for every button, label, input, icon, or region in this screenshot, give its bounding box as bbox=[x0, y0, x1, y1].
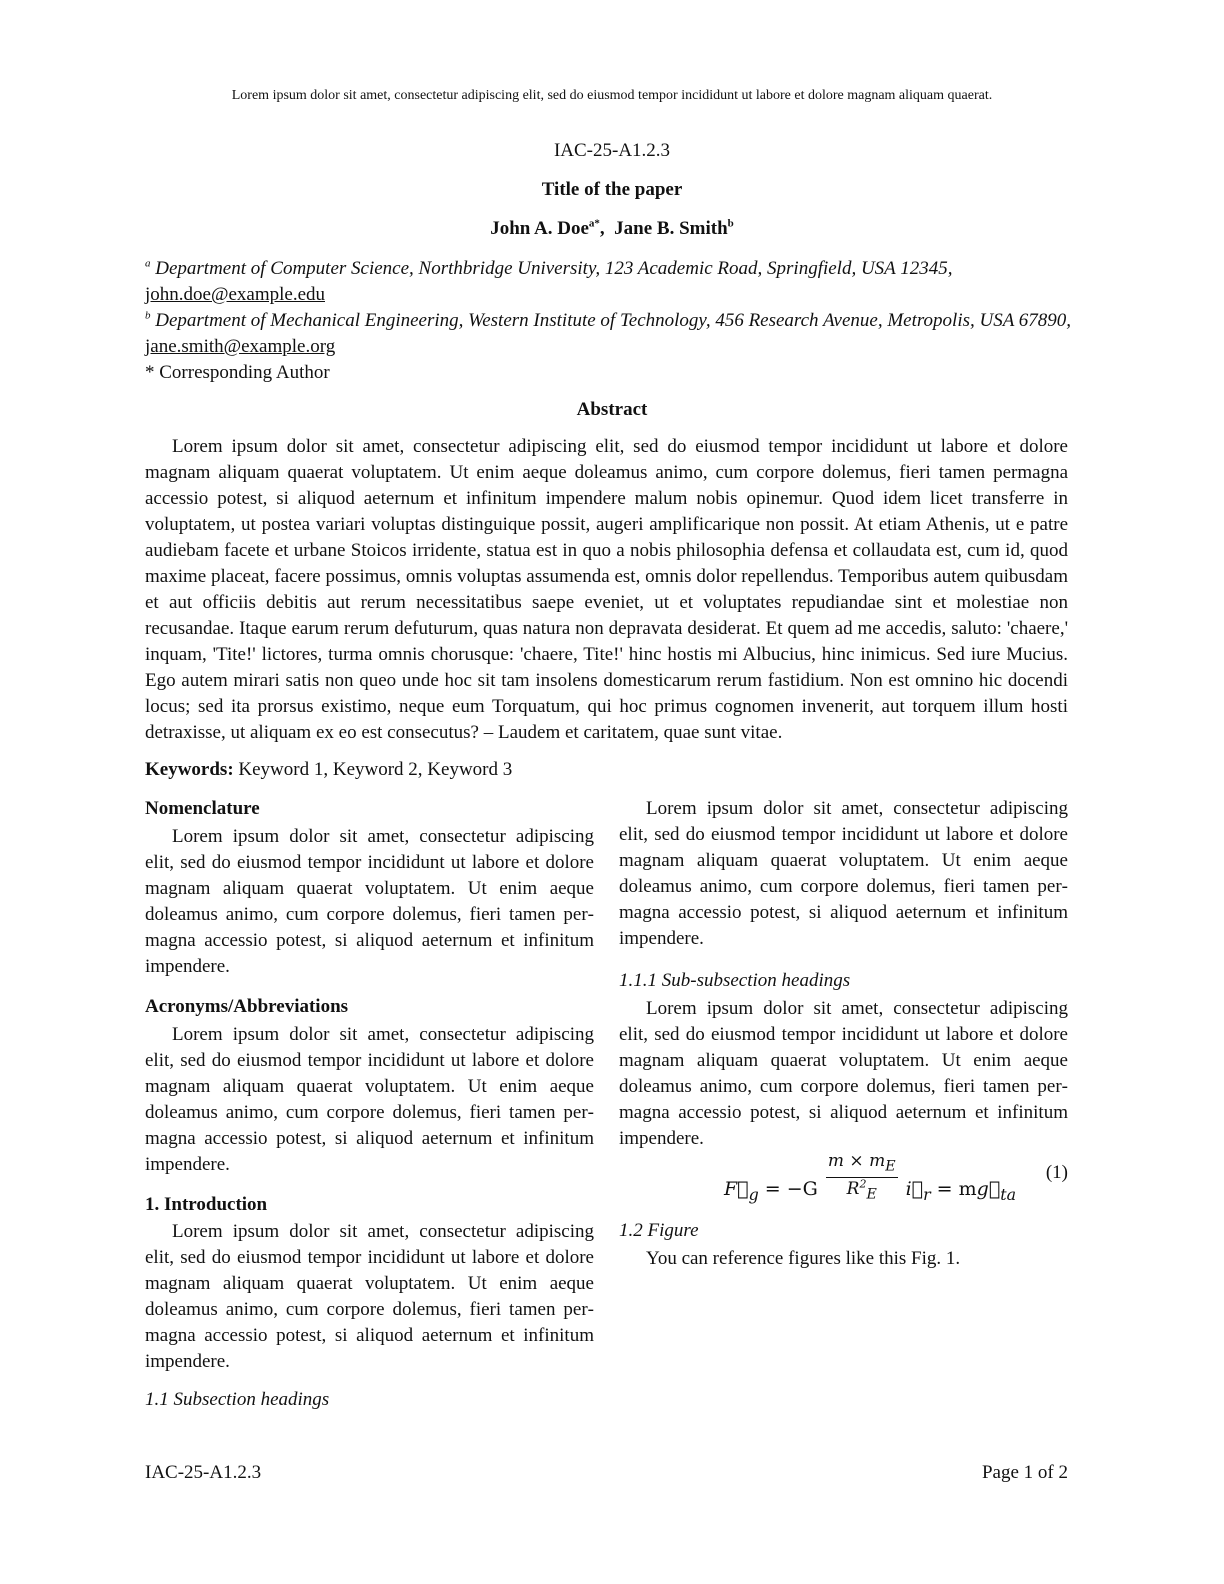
subsubsection-heading: 1.1.1 Sub-subsection headings bbox=[619, 970, 851, 991]
subsection-text: Lorem ipsum dolor sit amet, consectetur adipiscing elit, sed do eiusmod tempor incididunt ut labore et dolore magnam aliquam quaerat voluptatem. Ut enim aeque doleamus animo, cum corpore dolemus, fieri tamen permagna accessio potest, si aliquod aeternum et infinitum impendere. bbox=[619, 798, 1068, 949]
section-heading-nomenclature: Nomenclature bbox=[145, 798, 260, 819]
affiliation-text: Department of Computer Science, Northbridge University, 123 Academic Road, Springfield, USA 12345, bbox=[155, 258, 953, 279]
author-name: John A. Doe bbox=[490, 218, 589, 239]
author-affiliation-mark: a* bbox=[588, 217, 600, 230]
abstract-heading: Abstract bbox=[576, 399, 648, 420]
email-link[interactable]: jane.smith@example.org bbox=[145, 336, 336, 357]
affiliation-mark: b bbox=[145, 309, 151, 322]
section-heading-acronyms: Acronyms/Abbreviations bbox=[145, 996, 349, 1017]
affiliation-text: Department of Mechanical Engineering, Western Institute of Technology, 456 Research Avenue, Metropolis, USA 67890, bbox=[155, 310, 1071, 331]
keywords-label: Keywords: bbox=[145, 759, 234, 780]
footer-paper-id: IAC-25-A1.2.3 bbox=[145, 1462, 262, 1483]
figure-section-heading: 1.2 Figure bbox=[619, 1220, 699, 1241]
equation-expression: $F⃗_g = -G$ $\frac{m \times m_E}{R^2_E}$ $i⃗_r$ = $mg⃗_{ta}$ bbox=[724, 1150, 1016, 1206]
paper-id: IAC-25-A1.2.3 bbox=[553, 140, 671, 161]
author-list: John A. Doe$^{a*}$, Jane B. Smith$^b$ bbox=[490, 217, 734, 239]
paper-title: Title of the paper bbox=[541, 179, 683, 200]
affiliation-a bbox=[145, 256, 1080, 308]
subsubsection-text: Lorem ipsum dolor sit amet, consectetur adipiscing elit, sed do eiusmod tempor incididunt ut labore et dolore magnam aliquam quaerat voluptatem. Ut enim aeque doleamus animo, cum corpore dolemus, fieri tamen permagna accessio potest, si aliquod aeternum et infinitum impendere. bbox=[619, 998, 1068, 1149]
abstract-text: Lorem ipsum dolor sit amet, consectetur adipiscing elit, sed do eiusmod tempor incididunt ut labore et dolore magnam aliquam quaerat voluptatem. Ut enim aeque doleamus animo, cum corpore dolemus, fieri tamen permagna accessio potest, si aliquod aeternum et infinitum impendere malum nobis opinemur. Quod idem licet transferre in voluptatem, ut postea variari voluptas distinguique possit, augeri amplificarique non possit. At etiam Athenis, ut e patre audiebam facete et urbane Stoicos irridente, statua est in quo a nobis philosophia defensa et collaudata est, cum id, quod maxime placeat, facere possimus, omnis voluptas assumenda est, omnis dolor repellendus. Temporibus autem quibusdam et aut officiis debitis aut rerum necessitatibus saepe eveniet, ut et voluptates repudiandae sint et molestiae non recusandae. Itaque earum rerum defuturum, quas natura non depravata desiderat. Et quem ad me accedis, saluto: 'chaere,' inquam, 'Tite!' lictores, turma omnis chorusque: 'chaere, Tite!' hinc hostis mi Albucius, hinc inimicus. Sed iure Mucius. Ego autem mirari satis non queo unde hoc sit tam insolens domesticarum rerum fastidium. Non est omnino hic docendi locus; sed ita prorsus existimo, neque eum Torquatum, qui hoc primus cognomen invenerit, aut torquem illum hosti detraxisse, ut aliquam ex eo est consecutus? – Laudem et caritatem, quae sunt vitae. bbox=[145, 436, 1068, 743]
keywords bbox=[145, 757, 512, 783]
affiliation-b bbox=[145, 308, 1080, 360]
running-header: Lorem ipsum dolor sit amet, consectetur adipiscing elit, sed do eiusmod tempor incididunt ut labore et dolore magnam aliquam quaerat. bbox=[231, 88, 993, 103]
corresponding-author-note: * Corresponding Author bbox=[145, 362, 330, 383]
section-text-acronyms: Lorem ipsum dolor sit amet, consectetur adipiscing elit, sed do eiusmod tempor incididunt ut labore et dolore magnam aliquam quaerat voluptatem. Ut enim aeque doleamus animo, cum corpore dolemus, fieri tamen permagna accessio potest, si aliquod aeternum et infinitum impendere. bbox=[145, 1024, 594, 1175]
footer-page-number: Page 1 of 2 bbox=[981, 1462, 1068, 1483]
section-text-introduction: Lorem ipsum dolor sit amet, consectetur adipiscing elit, sed do eiusmod tempor incididunt ut labore et dolore magnam aliquam quaerat voluptatem. Ut enim aeque doleamus animo, cum corpore dolemus, fieri tamen permagna accessio potest, si aliquod aeternum et infinitum impendere. bbox=[145, 1221, 594, 1372]
figure-section-text: You can reference figures like this Fig. 1. bbox=[646, 1248, 961, 1269]
author-affiliation-mark: b bbox=[727, 217, 734, 230]
author-name: Jane B. Smith bbox=[614, 218, 728, 239]
equation-number: (1) bbox=[1045, 1162, 1068, 1183]
section-text-nomenclature: Lorem ipsum dolor sit amet, consectetur adipiscing elit, sed do eiusmod tempor incididunt ut labore et dolore magnam aliquam quaerat voluptatem. Ut enim aeque doleamus animo, cum corpore dolemus, fieri tamen permagna accessio potest, si aliquod aeternum et infinitum impendere. bbox=[145, 826, 594, 977]
subsection-heading: 1.1 Subsection headings bbox=[145, 1389, 330, 1410]
equation-1 bbox=[619, 1150, 1068, 1206]
keywords-text: Keyword 1, Keyword 2, Keyword 3 bbox=[238, 759, 513, 780]
section-heading-introduction: 1. Introduction bbox=[145, 1194, 268, 1215]
email-link[interactable]: john.doe@example.edu bbox=[145, 284, 325, 305]
equation-fraction: $\frac{m \times m_E}{R^2_E}$ bbox=[827, 1151, 896, 1203]
affiliation-mark: a bbox=[145, 257, 151, 270]
